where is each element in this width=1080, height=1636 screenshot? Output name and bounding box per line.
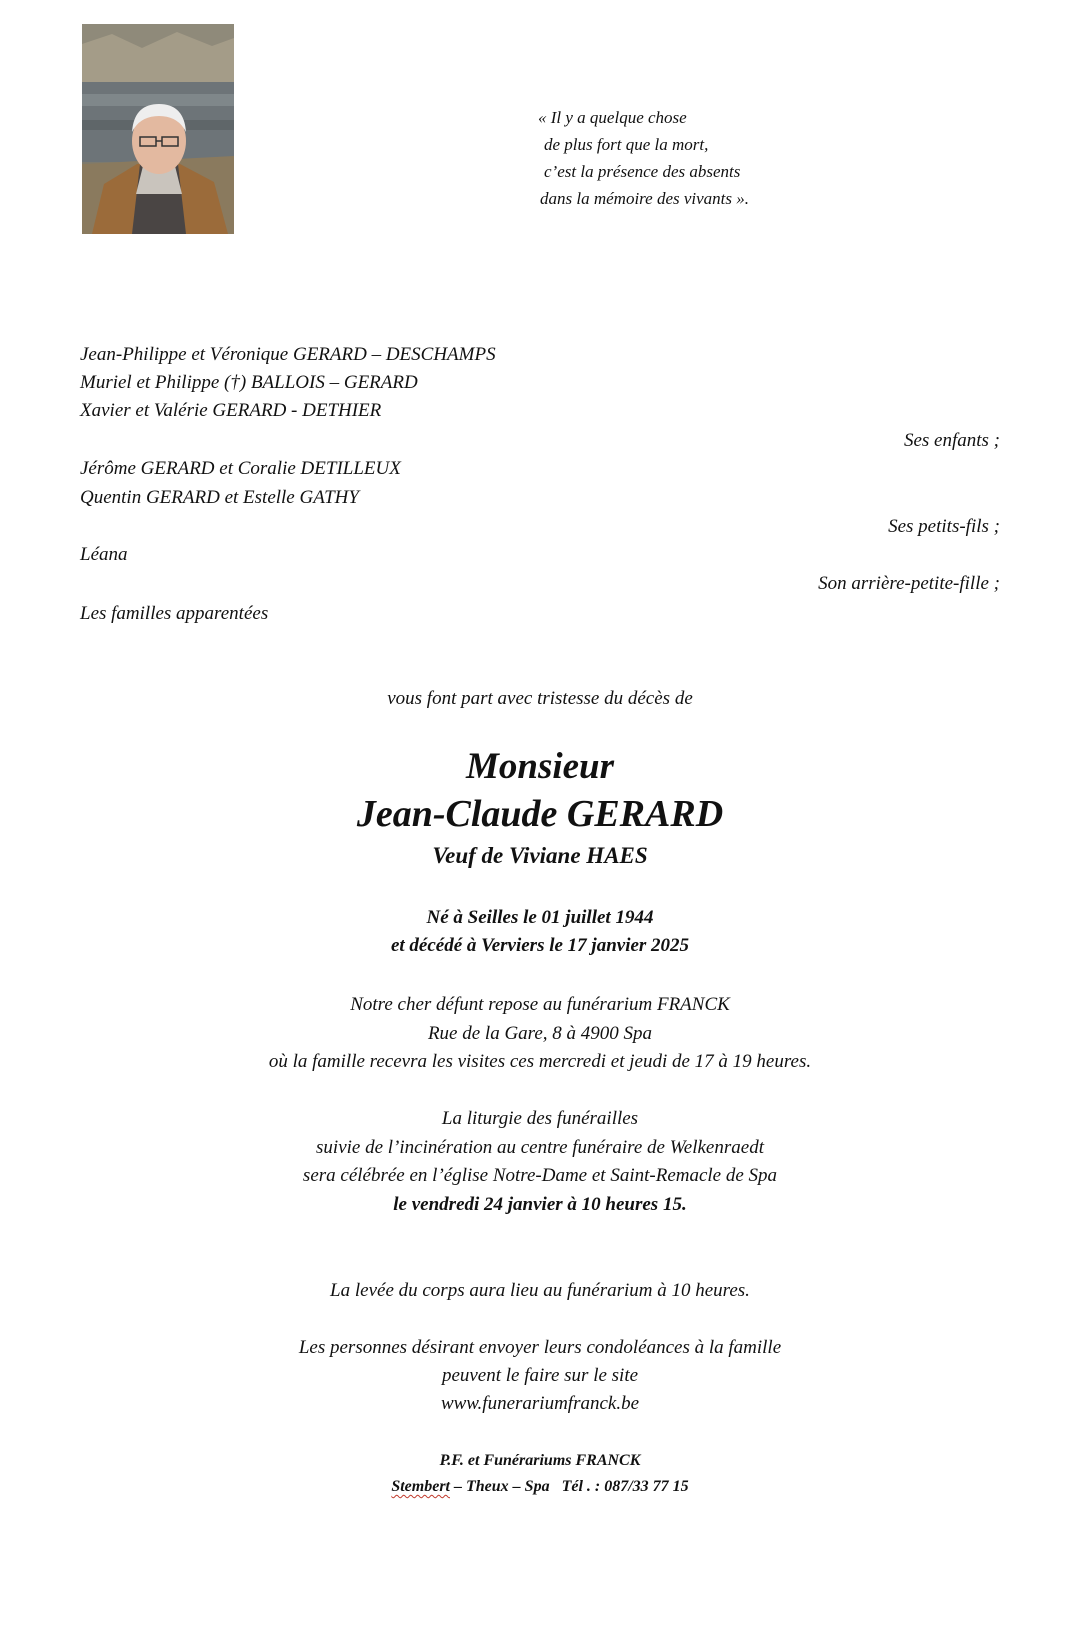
footer-company: P.F. et Funérariums FRANCK <box>439 1452 641 1469</box>
condolences-line: peuvent le faire sur le site <box>441 1365 639 1386</box>
widower-line: Veuf de Viviane HAES <box>432 843 648 868</box>
death-line: et décédé à Verviers le 17 janvier 2025 <box>390 935 690 956</box>
liturgy-line: La liturgie des funérailles <box>441 1108 639 1129</box>
family-child: Xavier et Valérie GERARD - DETHIER <box>80 400 382 421</box>
footer-location-first: Stembert <box>391 1478 450 1495</box>
repose-line: Notre cher défunt repose au funérarium FRANCK <box>350 994 730 1015</box>
quote-line: c’est la présence des absents <box>544 162 741 181</box>
great-grandchild-role: Son arrière-petite-fille ; <box>818 573 1000 594</box>
website-link[interactable]: www.funerariumfranck.be <box>440 1393 640 1414</box>
quote-line: de plus fort que la mort, <box>544 135 709 154</box>
liturgy-date: le vendredi 24 janvier à 10 heures 15. <box>393 1194 687 1215</box>
repose-line: Rue de la Gare, 8 à 4900 Spa <box>427 1023 653 1044</box>
children-role: Ses enfants ; <box>903 430 1000 451</box>
salutation: Monsieur <box>465 746 615 787</box>
quote-block <box>538 104 749 212</box>
family-great-grandchild: Léana <box>80 544 128 565</box>
deceased-photo <box>82 24 234 234</box>
birth-line: Né à Seilles le 01 juillet 1944 <box>426 907 654 928</box>
family-relatives: Les familles apparentées <box>80 603 269 624</box>
family-grandchild: Quentin GERARD et Estelle GATHY <box>80 487 359 508</box>
quote-line: « Il y a quelque chose <box>538 108 687 127</box>
liturgy-line: suivie de l’incinération au centre funéraire de Welkenraedt <box>316 1137 764 1158</box>
grandchildren-role: Ses petits-fils ; <box>888 516 1000 537</box>
liturgy-line: sera célébrée en l’église Notre-Dame et Saint-Remacle de Spa <box>302 1165 778 1186</box>
footer-contact <box>0 1478 1080 1496</box>
deceased-name: Jean-Claude GERARD <box>356 793 724 835</box>
footer-location-rest: – Theux – Spa Tél . : 087/33 77 15 <box>450 1478 689 1495</box>
levee-line: La levée du corps aura lieu au funérarium à 10 heures. <box>330 1280 750 1301</box>
announcement: vous font part avec tristesse du décès de <box>387 688 693 709</box>
family-grandchild: Jérôme GERARD et Coralie DETILLEUX <box>80 458 401 479</box>
family-child: Muriel et Philippe (†) BALLOIS – GERARD <box>80 372 418 393</box>
repose-line: où la famille recevra les visites ces mercredi et jeudi de 17 à 19 heures. <box>268 1051 812 1072</box>
condolences-line: Les personnes désirant envoyer leurs condoléances à la famille <box>298 1337 782 1358</box>
quote-line: dans la mémoire des vivants ». <box>540 189 750 208</box>
family-child: Jean-Philippe et Véronique GERARD – DESCHAMPS <box>80 344 496 365</box>
